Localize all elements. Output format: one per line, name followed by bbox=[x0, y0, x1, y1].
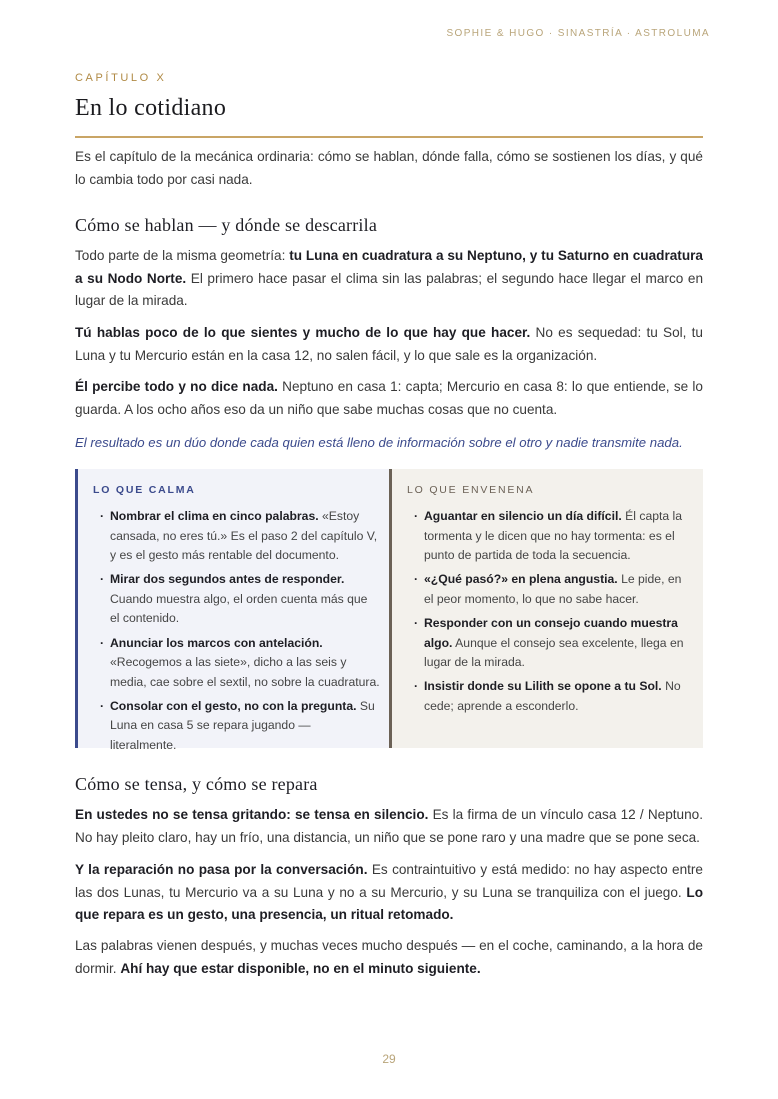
paragraph-text: Las palabras vienen después, y muchas veces mucho después — en el coche, caminando, a la hora de dormir. bbox=[75, 938, 703, 976]
paragraph-words bbox=[75, 935, 703, 980]
paragraph-bold: Lo que repara es un gesto, una presencia, un ritual retomado. bbox=[75, 884, 703, 922]
item-text: Él capta la tormenta y le dicen que no hay tormenta: es el punto de partida de toda la secuencia. bbox=[424, 509, 683, 563]
running-header: SOPHIE & HUGO · SINASTRÍA · ASTROLUMA bbox=[446, 28, 710, 39]
paragraph-bold: En ustedes no se tensa gritando: se tensa en silencio. bbox=[75, 807, 429, 822]
item-bold: Insistir donde su Lilith se opone a tu Sol. bbox=[424, 679, 662, 694]
item-bold: «¿Qué pasó?» en plena angustia. bbox=[424, 572, 618, 587]
item-bold: Responder con un consejo cuando muestra algo. bbox=[424, 615, 678, 650]
chapter-title: En lo cotidiano bbox=[75, 95, 227, 121]
item-bold: Consolar con el gesto, no con la pregunta. bbox=[110, 698, 357, 713]
paragraph-bold: Tú hablas poco de lo que sientes y mucho de lo que hay que hacer. bbox=[75, 325, 531, 340]
item-text: «Estoy cansada, no eres tú.» Es el paso 2 del capítulo V, y es el gesto más rentable del documento. bbox=[110, 509, 378, 563]
list-item bbox=[414, 614, 694, 673]
paragraph-bold: Él percibe todo y no dice nada. bbox=[75, 379, 278, 394]
title-divider bbox=[75, 136, 703, 138]
item-bold: Nombrar el clima en cinco palabras. bbox=[110, 509, 319, 523]
list-item bbox=[414, 570, 694, 609]
section-heading-tension: Cómo se tensa, y cómo se repara bbox=[75, 774, 318, 794]
item-text: No cede; aprende a esconderlo. bbox=[424, 679, 681, 713]
poison-box bbox=[389, 469, 703, 748]
item-bold: Mirar dos segundos antes de responder. bbox=[110, 572, 345, 587]
paragraph-text: Es contraintuitivo y está medido: no hay aspecto entre las dos Lunas, tu Mercurio va a su Luna y no a su Mercurio, y su Luna se tranquiliza con el juego. bbox=[75, 862, 703, 900]
paragraph-silence bbox=[75, 804, 703, 849]
section-heading-communication: Cómo se hablan — y dónde se descarrila bbox=[75, 215, 378, 235]
item-text: Le pide, en el peor momento, lo que no sabe hacer. bbox=[424, 572, 682, 606]
paragraph-bold: Y la reparación no pasa por la conversación. bbox=[75, 862, 368, 877]
poison-box-title: LO QUE ENVENENA bbox=[407, 484, 535, 496]
list-item bbox=[100, 634, 380, 693]
list-item bbox=[100, 697, 380, 756]
chapter-label: CAPÍTULO X bbox=[75, 72, 167, 84]
item-text: Su Luna en casa 5 se repara jugando — literalmente. bbox=[110, 698, 375, 753]
result-emphasis: El resultado es un dúo donde cada quien está lleno de información sobre el otro y nadie transmite nada. bbox=[75, 435, 683, 450]
paragraph-geometry bbox=[75, 245, 703, 313]
item-bold: Aguantar en silencio un día difícil. bbox=[424, 509, 622, 523]
calm-box-title: LO QUE CALMA bbox=[93, 484, 196, 496]
calm-box bbox=[75, 469, 389, 753]
paragraph-him bbox=[75, 376, 703, 421]
item-text: Aunque el consejo sea excelente, llega en lugar de la mirada. bbox=[424, 635, 684, 670]
paragraph-text: Es la firma de un vínculo casa 12 / Neptuno. No hay pleito claro, hay un frío, una distancia, un niño que se pone raro y una madre que se pone seca. bbox=[75, 807, 703, 845]
list-item bbox=[100, 507, 380, 566]
list-item bbox=[100, 570, 380, 629]
paragraph-you bbox=[75, 322, 703, 367]
paragraph-repair bbox=[75, 859, 703, 927]
paragraph-text: El primero hace pasar el clima sin las palabras; el segundo hace llegar el marco en lugar de la mirada. bbox=[75, 270, 703, 308]
page-number: 29 bbox=[382, 1052, 396, 1066]
list-item bbox=[414, 507, 694, 566]
paragraph-text: Neptuno en casa 1: capta; Mercurio en casa 8: lo que entiende, se lo guarda. A los ocho años eso da un niño que sabe muchas cosas que no cuenta. bbox=[75, 379, 703, 417]
item-text: Cuando muestra algo, el orden cuenta más que el contenido. bbox=[110, 591, 368, 626]
item-bold: Anunciar los marcos con antelación. bbox=[110, 635, 323, 650]
paragraph-text: No es sequedad: tu Sol, tu Luna y tu Mercurio están en la casa 12, no salen fácil, y lo que sale es la organización. bbox=[75, 325, 703, 363]
calm-list bbox=[100, 507, 380, 760]
item-text: «Recogemos a las siete», dicho a las seis y media, cae sobre el sextil, no sobre la cuadratura. bbox=[110, 655, 380, 689]
list-item bbox=[414, 677, 694, 716]
poison-list bbox=[414, 507, 694, 721]
paragraph-bold: tu Luna en cuadratura a su Neptuno, y tu Saturno en cuadratura a su Nodo Norte. bbox=[75, 248, 703, 286]
paragraph-bold: Ahí hay que estar disponible, no en el minuto siguiente. bbox=[120, 960, 481, 976]
paragraph-text: Todo parte de la misma geometría: bbox=[75, 248, 290, 263]
intro-paragraph: Es el capítulo de la mecánica ordinaria: cómo se hablan, dónde falla, cómo se sostienen los días, y qué lo cambia todo por casi nada. bbox=[75, 149, 703, 187]
